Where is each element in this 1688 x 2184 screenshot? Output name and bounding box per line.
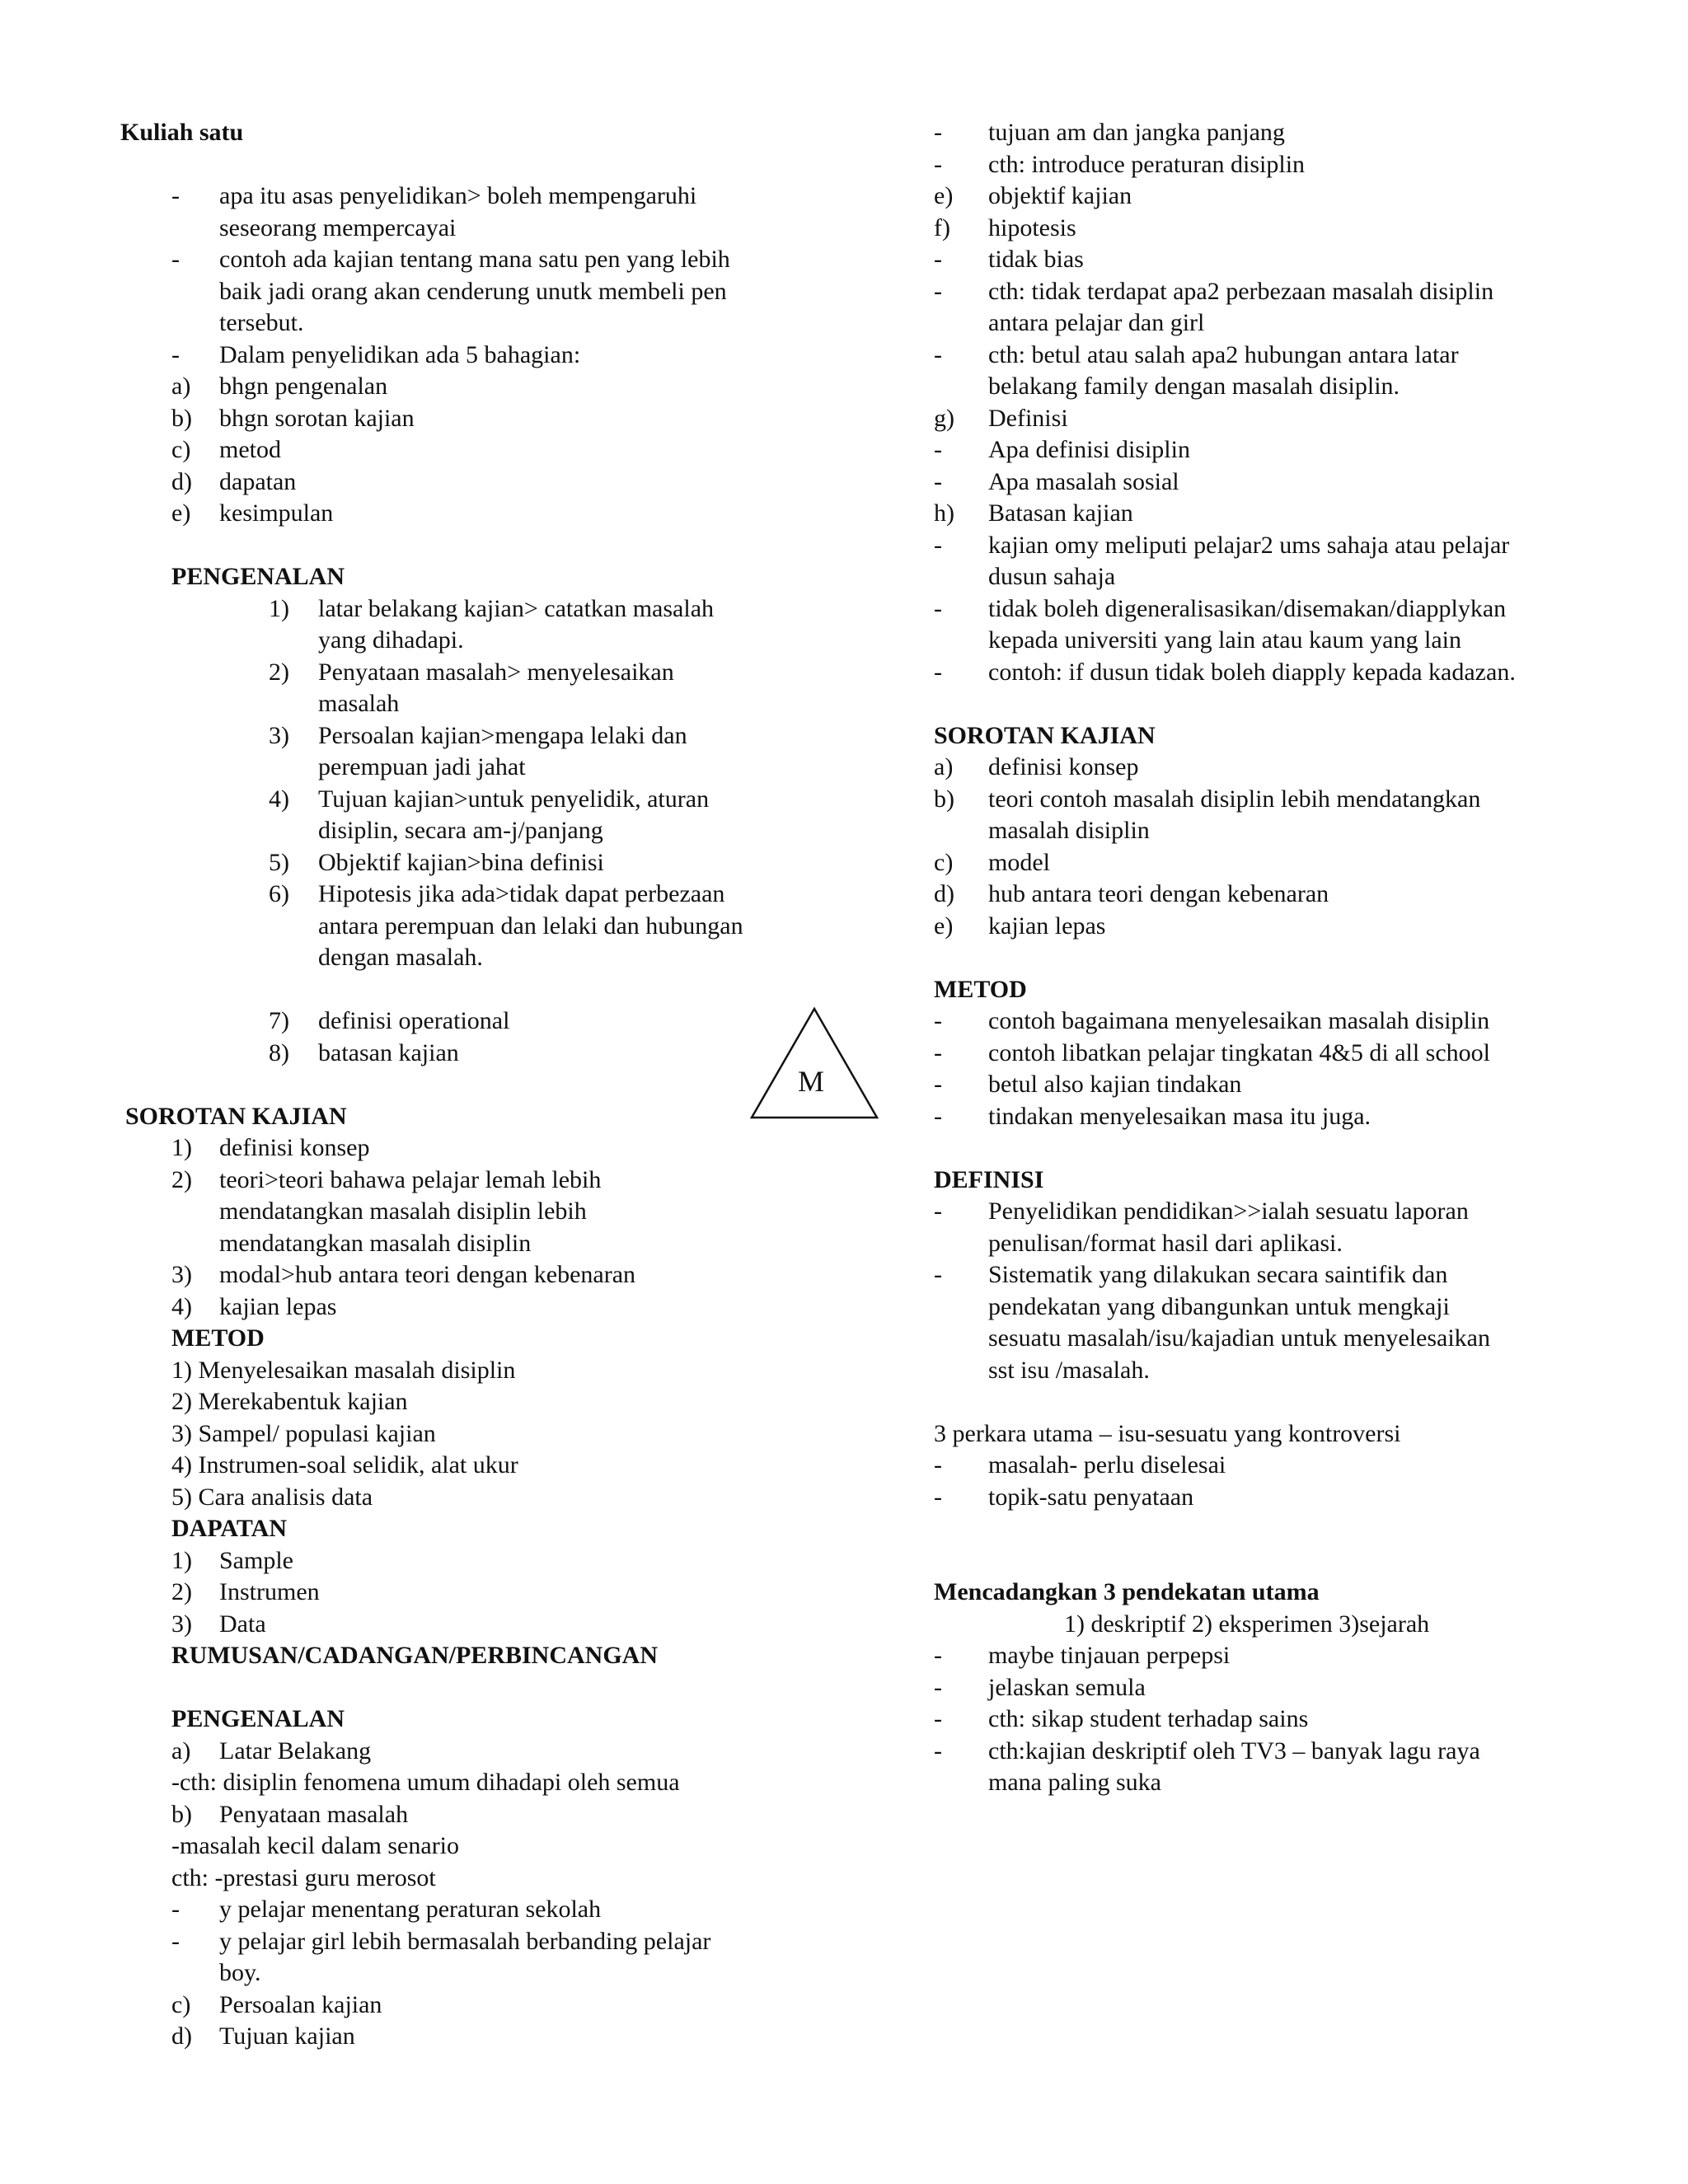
right-block1-list [934,117,1593,688]
list-text: bhgn sorotan kajian [219,404,415,432]
list-marker: - [934,1007,942,1034]
list-marker: f) [934,213,950,241]
list-item [120,1863,829,1895]
list-marker: - [934,1261,942,1288]
list-text: Sample [219,1546,293,1574]
list-text: masalah disiplin [988,817,1150,844]
list-item [120,276,829,308]
list-text: kepada universiti yang lain atau kaum yang lain [988,626,1461,654]
list-text: Instrumen [219,1578,320,1605]
list-text: bhgn pengenalan [219,373,388,400]
list-marker: - [171,1927,180,1955]
list-marker: - [934,246,942,273]
list-marker: - [171,182,180,209]
list-item [120,974,829,1006]
sorotan-list-left [120,1132,829,1323]
list-item [934,466,1593,499]
list-item [120,1418,829,1451]
pengenalan-heading: PENGENALAN [171,563,345,590]
list-item [934,1672,1593,1704]
list-text: kesimpulan [219,499,334,527]
list-text: dusun sahaja [988,563,1116,590]
list-item [934,784,1593,816]
list-item [934,593,1593,626]
list-text: Tujuan kajian>untuk penyelidik, aturan [318,785,710,813]
list-text: disiplin, secara am-j/panjang [318,817,603,844]
list-marker: 5) [269,848,289,876]
list-text: belakang family dengan masalah disiplin. [988,373,1400,400]
list-text: latar belakang kajian> catatkan masalah [318,594,715,622]
left-column [120,117,829,2053]
list-item [934,911,1593,943]
list-marker: c) [171,1990,191,2018]
list-item [120,1291,829,1324]
list-item [120,1957,829,1990]
sorotan-heading-left: SOROTAN KAJIAN [125,1102,347,1130]
list-marker: 3) [171,1261,192,1288]
list-item [120,1894,829,1926]
list-marker: - [934,1451,942,1479]
list-marker: - [934,1642,942,1669]
list-marker: - [934,1736,942,1765]
list-text: Hipotesis jika ada>tidak dapat perbezaan [318,880,725,907]
list-text: kajian lepas [988,912,1106,940]
list-marker: 8) [269,1038,289,1066]
list-marker: h) [934,499,954,527]
list-item [934,625,1593,657]
list-item [120,1165,829,1197]
list-text: contoh ada kajian tentang mana satu pen yang lebih [219,246,730,273]
list-text: betul also kajian tindakan [988,1071,1242,1098]
list-marker: d) [171,2022,192,2050]
list-item [934,213,1593,245]
list-item [934,1038,1593,1070]
list-marker: e) [934,912,954,940]
list-marker: a) [171,1736,191,1765]
list-marker: 7) [269,1007,289,1034]
list-text: kajian lepas [219,1292,337,1320]
list-text: Batasan kajian [988,499,1133,527]
mencadangkan-list [934,1609,1593,1799]
list-text: model [988,848,1050,876]
list-text: Penyataan masalah> menyelesaikan [318,658,674,686]
list-marker: 3) [171,1610,192,1638]
list-text: Sistematik yang dilakukan secara saintifik dan [988,1261,1448,1288]
list-item [934,1736,1593,1768]
list-text: cth: tidak terdapat apa2 perbezaan masalah disiplin [988,277,1494,305]
list-text: dengan masalah. [318,944,483,971]
triangle-m-figure [748,1005,880,1121]
list-marker: d) [934,880,954,907]
list-marker: g) [934,404,954,432]
list-item [120,1228,829,1260]
list-marker: 1) [171,1134,192,1161]
list-marker: e) [934,182,954,209]
list-item [934,403,1593,435]
list-item [934,879,1593,911]
list-text: contoh: if dusun tidak boleh diapply kepada kadazan. [988,658,1516,686]
list-marker: 4) [171,1292,192,1320]
list-text: modal>hub antara teori dengan kebenaran [219,1261,636,1288]
list-item [120,657,829,689]
list-item [934,847,1593,879]
list-item [120,1830,829,1863]
list-item [934,1355,1593,1387]
list-marker: b) [171,404,192,432]
list-marker: - [934,658,942,686]
list-marker: - [171,340,180,368]
list-text: tujuan am dan jangka panjang [988,119,1285,146]
list-item [120,1482,829,1514]
list-marker: - [934,340,942,368]
list-item [934,498,1593,530]
sorotan-list-right [934,752,1593,942]
list-item [120,879,829,911]
list-item [934,530,1593,562]
list-item [120,1736,829,1768]
list-item [120,784,829,816]
list-text: pendekatan yang dibangunkan untuk mengkaji [988,1292,1450,1320]
list-marker: b) [171,1800,192,1828]
list-text: tersebut. [219,309,304,336]
list-text: yang dihadapi. [318,626,464,654]
metod-list-right [934,1005,1593,1132]
list-marker: - [934,277,942,305]
list-item [934,1482,1593,1514]
list-text: kajian omy meliputi pelajar2 ums sahaja atau pelajar [988,531,1510,559]
list-item [120,1355,829,1387]
list-marker: - [934,1038,942,1066]
list-item [120,752,829,784]
list-text: cth: sikap student terhadap sains [988,1705,1309,1732]
list-item [120,1450,829,1482]
list-marker: a) [171,373,191,400]
list-item [120,244,829,276]
list-text: teori contoh masalah disiplin lebih mendatangkan [988,785,1481,813]
list-text: maybe tinjauan perpepsi [988,1642,1231,1669]
list-text: baik jadi orang akan cenderung unutk membeli pen [219,277,727,305]
list-text: apa itu asas penyelidikan> boleh mempengaruhi [219,182,697,209]
list-item [120,1799,829,1831]
list-item [934,276,1593,308]
list-item [934,1228,1593,1260]
pengenalan-list [120,593,829,1070]
list-text: contoh libatkan pelajar tingkatan 4&5 di all school [988,1038,1491,1066]
list-item [120,1132,829,1165]
list-marker: - [934,1197,942,1225]
right-column [934,117,1593,1799]
list-item [934,561,1593,593]
list-text: 3) Sampel/ populasi kajian [171,1419,436,1447]
list-item [934,1704,1593,1736]
list-text: Penyelidikan pendidikan>>ialah sesuatu laporan [988,1197,1469,1225]
rumusan-heading: RUMUSAN/CADANGAN/PERBINCANGAN [171,1642,658,1669]
list-item [120,340,829,372]
list-item [934,657,1593,689]
list-text: seseorang mempercayai [219,213,457,241]
list-text: contoh bagaimana menyelesaikan masalah disiplin [988,1007,1490,1034]
list-text: 1) Menyelesaikan masalah disiplin [171,1356,516,1384]
list-item [120,434,829,466]
list-text: definisi konsep [988,753,1139,780]
list-marker: 1) [171,1546,192,1574]
lecture-title: Kuliah satu [120,119,244,146]
list-text: y pelajar girl lebih bermasalah berbanding pelajar [219,1927,711,1955]
list-item [934,180,1593,213]
dapatan-list [120,1545,829,1641]
list-text: definisi operational [318,1007,510,1034]
triangle-label: M [798,1065,825,1098]
list-marker: - [934,1102,942,1130]
list-item [934,1640,1593,1672]
list-item [120,1005,829,1038]
list-text: Persoalan kajian [219,1990,382,2018]
list-item [120,403,829,435]
list-text: jelaskan semula [988,1673,1146,1701]
list-item [934,1767,1593,1799]
list-marker: e) [171,499,191,527]
list-text: cth: introduce peraturan disiplin [988,150,1306,178]
list-text: 2) Merekabentuk kajian [171,1388,408,1415]
list-text: teori>teori bahawa pelajar lemah lebih [219,1165,602,1193]
list-text: metod [219,436,281,463]
list-item [120,942,829,974]
list-text: masalah [318,690,400,717]
list-text: sst isu /masalah. [988,1356,1150,1384]
list-item [934,1609,1593,1641]
list-marker: - [934,467,942,495]
pengenalan2-heading: PENGENALAN [171,1705,345,1732]
perkara-list [934,1418,1593,1514]
list-item [120,815,829,847]
list-text: 4) Instrumen-soal selidik, alat ukur [171,1451,518,1479]
list-item [934,1323,1593,1355]
list-item [120,1038,829,1070]
list-marker: - [934,1705,942,1732]
list-text: 3 perkara utama – isu-sesuatu yang kontroversi [934,1419,1401,1447]
list-item [120,625,829,657]
list-item [120,498,829,530]
list-item [934,1101,1593,1133]
list-marker: a) [934,753,954,780]
list-marker: - [934,531,942,559]
list-item [120,2021,829,2053]
list-marker: - [934,436,942,463]
list-marker: 1) [269,594,289,622]
list-item [120,593,829,626]
list-item [934,1291,1593,1324]
list-text: Data [219,1610,266,1638]
list-item [934,371,1593,403]
list-item [120,213,829,245]
list-text: -cth: disiplin fenomena umum dihadapi oleh semua [171,1769,680,1796]
list-text: topik-satu penyataan [988,1483,1194,1511]
list-text: -masalah kecil dalam senario [171,1832,460,1859]
sorotan-heading-right: SOROTAN KAJIAN [934,721,1156,749]
list-marker: - [934,1071,942,1098]
list-item [120,1386,829,1418]
list-marker: c) [934,848,954,876]
list-marker: 6) [269,880,289,907]
list-item [120,466,829,499]
list-item [934,1069,1593,1101]
list-marker: 2) [171,1165,192,1193]
list-marker: d) [171,467,192,495]
list-item [934,1418,1593,1451]
list-text: tindakan menyelesaikan masa itu juga. [988,1102,1372,1130]
list-text: Apa masalah sosial [988,467,1179,495]
list-text: Latar Belakang [219,1736,372,1765]
list-item [120,180,829,213]
list-text: mendatangkan masalah disiplin [219,1229,532,1257]
list-marker: 3) [269,721,289,749]
list-marker: 4) [269,785,289,813]
list-text: masalah- perlu diselesai [988,1451,1226,1479]
list-text: antara perempuan dan lelaki dan hubungan [318,912,743,940]
list-text: Penyataan masalah [219,1800,409,1828]
list-text: 5) Cara analisis data [171,1483,373,1511]
list-text: cth: betul atau salah apa2 hubungan antara latar [988,340,1459,368]
list-text: tidak bias [988,246,1084,273]
definisi-heading: DEFINISI [934,1165,1044,1193]
list-text: cth: -prestasi guru merosot [171,1863,436,1891]
list-item [934,340,1593,372]
list-item [120,911,829,943]
metod-heading-right: METOD [934,975,1027,1003]
list-text: Objektif kajian>bina definisi [318,848,604,876]
list-item [934,1005,1593,1038]
list-marker: - [934,1483,942,1511]
list-text: Dalam penyelidikan ada 5 bahagian: [219,340,581,368]
list-item [120,307,829,340]
dapatan-heading: DAPATAN [171,1515,287,1542]
list-item [120,1545,829,1577]
list-item [120,1767,829,1799]
list-item [120,1259,829,1291]
list-text: tidak boleh digeneralisasikan/disemakan/diapplykan [988,594,1507,622]
list-item [120,1990,829,2022]
list-text: Persoalan kajian>mengapa lelaki dan [318,721,687,749]
list-item [934,1450,1593,1482]
list-item [120,1577,829,1609]
list-marker: - [934,150,942,178]
list-item [934,307,1593,340]
list-item [934,244,1593,276]
list-text: definisi konsep [219,1134,370,1161]
list-marker: - [171,1896,180,1923]
list-text: mendatangkan masalah disiplin lebih [219,1197,587,1225]
list-text: boy. [219,1959,261,1986]
list-marker: - [934,1673,942,1701]
list-item [934,117,1593,149]
list-marker: - [934,119,942,146]
list-text: penulisan/format hasil dari aplikasi. [988,1229,1343,1257]
list-item [120,1609,829,1641]
list-text: Apa definisi disiplin [988,436,1190,463]
list-text: y pelajar menentang peraturan sekolah [219,1896,602,1923]
metod-heading-left: METOD [171,1324,265,1352]
list-item [934,149,1593,181]
list-item [934,752,1593,784]
list-item [934,1259,1593,1291]
list-item [934,815,1593,847]
list-item [120,720,829,752]
list-item [120,688,829,720]
list-text: dapatan [219,467,297,495]
list-text: 1) deskriptif 2) eksperimen 3)sejarah [1064,1610,1430,1638]
list-marker: 2) [269,658,289,686]
list-text: mana paling suka [988,1769,1161,1796]
list-text: objektif kajian [988,182,1132,209]
list-text: sesuatu masalah/isu/kajadian untuk menyelesaikan [988,1324,1490,1352]
definisi-list [934,1196,1593,1386]
list-text: Tujuan kajian [219,2022,355,2050]
list-text: Definisi [988,404,1068,432]
list-text: batasan kajian [318,1038,459,1066]
mencadangkan-heading: Mencadangkan 3 pendekatan utama [934,1578,1320,1605]
list-marker: c) [171,436,191,463]
list-item [120,371,829,403]
list-text: cth:kajian deskriptif oleh TV3 – banyak lagu raya [988,1736,1480,1765]
list-item [934,434,1593,466]
list-item [120,1926,829,1958]
pengenalan2-list [120,1736,829,2053]
list-item [120,847,829,879]
list-text: antara pelajar dan girl [988,309,1205,336]
list-text: hub antara teori dengan kebenaran [988,880,1329,907]
list-text: perempuan jadi jahat [318,753,526,780]
list-marker: - [934,594,942,622]
intro-list [120,180,829,530]
list-item [120,1196,829,1228]
list-item [934,1196,1593,1228]
list-text: hipotesis [988,213,1076,241]
list-marker: b) [934,785,954,813]
metod-list-left [120,1355,829,1514]
list-marker: 2) [171,1578,192,1605]
list-marker: - [171,246,180,273]
